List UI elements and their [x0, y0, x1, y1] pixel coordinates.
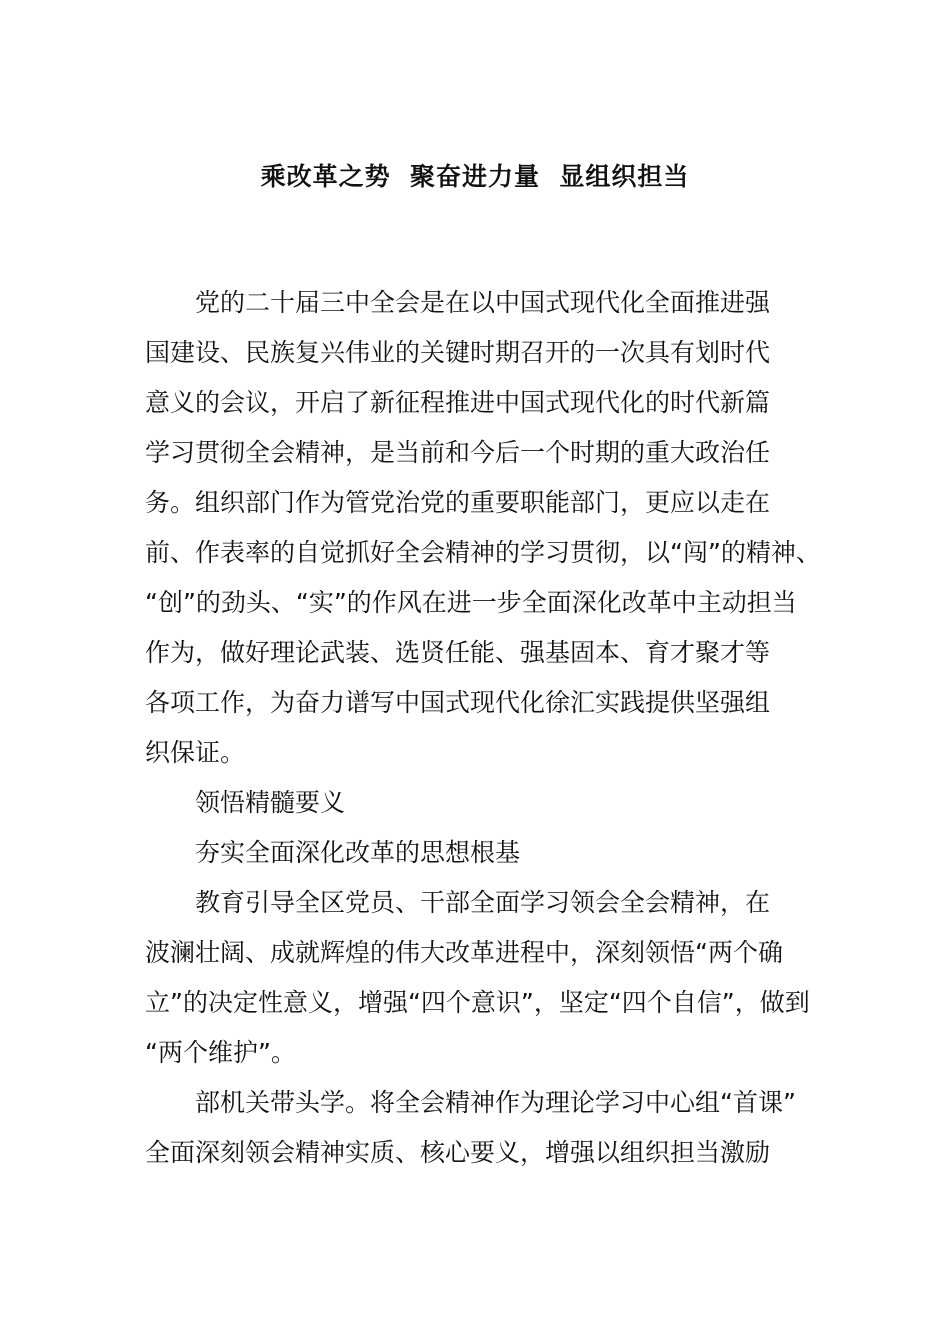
document-title: 乘改革之势 聚奋进力量 显组织担当	[260, 162, 690, 191]
text-line: 部机关带头学。将全会精神作为理论学习中心组“首课”	[195, 1088, 796, 1117]
text-line: 学习贯彻全会精神，是当前和今后一个时期的重大政治任	[145, 438, 771, 467]
text-line: 各项工作，为奋力谱写中国式现代化徐汇实践提供坚强组	[145, 688, 771, 717]
text-line: 立”的决定性意义，增强“四个意识”，坚定“四个自信”，做到	[145, 988, 810, 1017]
text-line: “创”的劲头、“实”的作风在进一步全面深化改革中主动担当	[145, 588, 797, 617]
text-line: 前、作表率的自觉抓好全会精神的学习贯彻，以“闯”的精神、	[145, 538, 821, 567]
section-heading: 领悟精髓要义	[195, 788, 346, 817]
text-line: 务。组织部门作为管党治党的重要职能部门，更应以走在	[145, 488, 771, 517]
text-line: 党的二十届三中全会是在以中国式现代化全面推进强	[195, 288, 771, 317]
text-line: 作为，做好理论武装、选贤任能、强基固本、育才聚才等	[145, 638, 771, 667]
section-subheading: 夯实全面深化改革的思想根基	[195, 838, 521, 867]
document-body	[145, 278, 825, 1178]
text-line: 全面深刻领会精神实质、核心要义，增强以组织担当激励	[145, 1138, 771, 1167]
text-line: 织保证。	[145, 738, 246, 767]
text-line: “两个维护”。	[145, 1038, 296, 1067]
text-line: 教育引导全区党员、干部全面学习领会全会精神，在	[195, 888, 771, 917]
text-line: 国建设、民族复兴伟业的关键时期召开的一次具有划时代	[145, 338, 771, 367]
text-line: 波澜壮阔、成就辉煌的伟大改革进程中，深刻领悟“两个确	[145, 938, 783, 967]
text-line: 意义的会议，开启了新征程推进中国式现代化的时代新篇	[145, 388, 771, 417]
